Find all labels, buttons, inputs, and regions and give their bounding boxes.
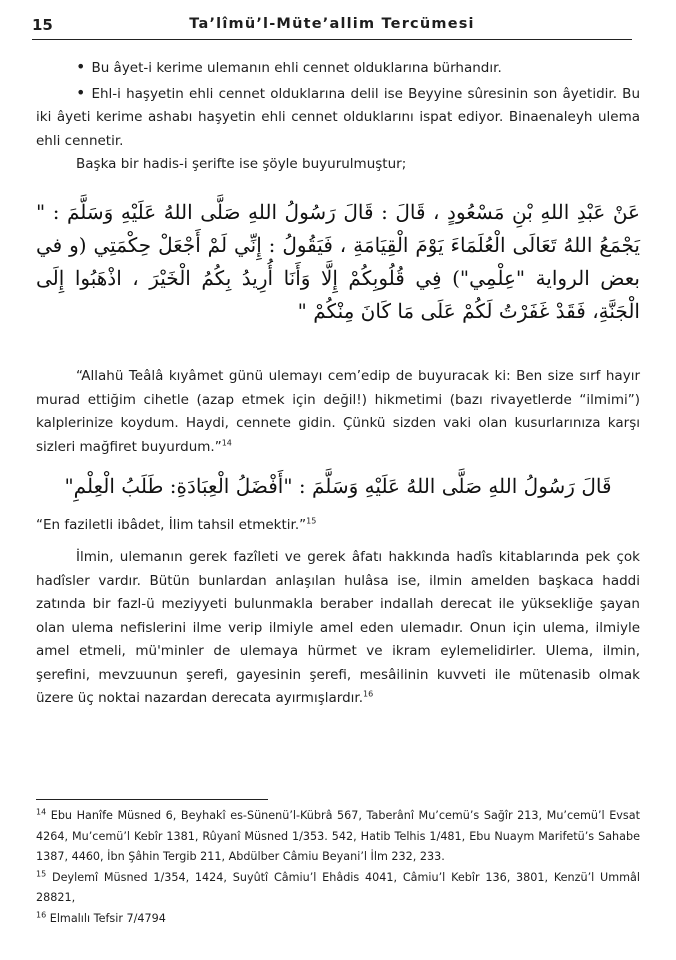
translation-block-2 xyxy=(36,514,640,538)
footnote-15 xyxy=(36,868,640,909)
footnote-text: Elmalılı Tefsir 7/4794 xyxy=(49,911,166,925)
footnote-rule xyxy=(36,799,268,800)
bullet-dot: • xyxy=(76,57,86,76)
arabic-hadith: عَنْ عَبْدِ اللهِ بْنِ مَسْعُودٍ ، قَالَ : قَالَ رَسُولُ اللهِ صَلَّى اللهُ عَلَيْهِ وَسَلَّمَ : " يَجْمَعُ اللهُ تَعَالَى الْعُلَمَاءَ يَوْمَ الْقِيَامَةِ ، فَيَقُولُ : إِنِّي لَمْ أَجْعَلْ حِكْمَتِي (و في بعض الرواية "عِلْمِي") فِي قُلُوبِكُمْ إِلَّا وَأَنَا أُرِيدُ بِكُمُ الْخَيْرَ ، اذْهَبُوا إِلَى الْجَنَّةِ، فَقَدْ غَفَرْتُ لَكُمْ عَلَى مَا كَانَ مِنْكُمْ " xyxy=(36,200,640,323)
bullet-dot: • xyxy=(76,82,86,102)
main-paragraph-block xyxy=(36,546,640,711)
footnote-number: 14 xyxy=(36,807,47,817)
bullet2-text: Ehl-i haşyetin ehli cennet olduklarına delil ise Beyyine sûresinin son âyetidir. Bu iki âyeti kerime ashabı haşyetin ehli cennet olduklarını ispat ediyor. Binaenaleyh ulema ehli cennetir. xyxy=(36,85,640,149)
main-paragraph-text: İlmin, ulemanın gerek fazîleti ve gerek âfatı hakkında hadîs kitablarında pek çok hadîsler vardır. Bütün bunlardan anlaşılan hulâsa ise, ilmin amelden başkaca haddi zatında bir fazl-ü meziyyeti bulunmakla beraber indallah derecat ile yüksekliğe şayan olan ulema nefislerini ilme verip ilmiyle amel eden ulemadır. Onun için ulema, ilmiyle amel etmeli, mü'minler de ulemaya hürmet ve ikram eylemelidirler. Ulema, ilmin, şerefini, mevzuunun şerefi, gayesinin şerefi, mesâilinin kuvveti ile mütenasib olmak üzere üç noktai nazardan derecata ayırmışlardır. xyxy=(36,549,640,706)
translation-1 xyxy=(36,365,640,459)
bullet-paragraph-1 xyxy=(36,55,640,81)
footnote-number: 16 xyxy=(36,909,47,919)
bullet1-text: Bu âyet-i kerime ulemanın ehli cennet olduklarına bürhandır. xyxy=(91,60,502,76)
bullet-paragraph-2 xyxy=(36,81,640,154)
page-header xyxy=(32,14,632,42)
main-text xyxy=(36,55,640,177)
arabic-hadith-block xyxy=(36,196,640,328)
intro-line: Başka bir hadis-i şerifte ise şöyle buyurulmuştur; xyxy=(76,156,407,172)
translation-block-1 xyxy=(36,365,640,459)
main-paragraph xyxy=(36,546,640,711)
page-number: 15 xyxy=(32,16,53,34)
footnote-ref-14[interactable]: 14 xyxy=(221,438,232,447)
translation-2 xyxy=(36,514,640,538)
footnotes xyxy=(36,806,640,929)
translation2-text: “En faziletli ibâdet, İlim tahsil etmektir.” xyxy=(36,517,307,533)
arabic-hadith-2: قَالَ رَسُولُ اللهِ صَلَّى اللهُ عَلَيْهِ وَسَلَّمَ : "أَفْضَلُ الْعِبَادَةِ: طَلَبُ الْعِلْمِ" xyxy=(64,474,612,498)
footnote-text: Deylemî Müsned 1/354, 1424, Suyûtî Câmiu’l Ehâdis 4041, Câmiu’l Kebîr 136, 3801, Kenzü’l Ummâl 28821, xyxy=(36,870,640,904)
translation1-text: “Allahü Teâlâ kıyâmet günü ulemayı cem’edip de buyuracak ki: Ben size sırf hayır murad ettiğim cihetle (azap etmek için değil!) hikmetimi (bazı rivayetlerde “ilmimi”) kalplerinize koydum. Haydi, cennete gidin. Çünkü sizden vaki olan kusurlarınıza karşı sizleri mağfiret buyurdum.” xyxy=(36,368,640,455)
footnote-ref-16[interactable]: 16 xyxy=(363,689,374,699)
running-title: Ta’lîmü’l-Müte’allim Tercümesi xyxy=(189,16,475,32)
footnote-ref-15[interactable]: 15 xyxy=(306,516,317,526)
footnote-16 xyxy=(36,909,640,930)
footnote-number: 15 xyxy=(36,868,47,878)
arabic-hadith-2-block xyxy=(36,470,640,503)
header-rule xyxy=(32,39,632,40)
footnote-14 xyxy=(36,806,640,868)
footnote-text: Ebu Hanîfe Müsned 6, Beyhakî es-Sünenü’l-Kübrâ 567, Taberânî Mu’cemü’s Sağîr 213, Mu’cemü’l Evsat 4264, Mu’cemü’l Kebîr 1381, Rûyanî Müsned 1/353. 542, Hatib Telhis 1/481, Ebu Nuaym Marifetü’s Sahabe 1387, 4460, İbn Şâhin Tergib 211, Abdülber Câmiu Beyani’l İlm 232, 233. xyxy=(36,809,640,863)
